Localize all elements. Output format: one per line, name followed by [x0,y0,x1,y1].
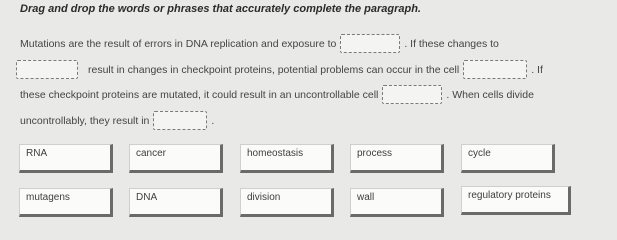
drop-zone-3[interactable] [463,60,527,79]
word-tile-cancer[interactable]: cancer [129,144,223,173]
paragraph-text: . If [531,63,543,76]
word-tile-mutagens[interactable]: mutagens [19,188,113,217]
word-tile-cycle[interactable]: cycle [461,144,555,173]
drop-zone-2[interactable] [16,60,78,79]
drop-zone-1[interactable] [340,34,400,53]
word-tile-regulatory-proteins[interactable]: regulatory proteins [461,186,571,215]
paragraph-text: result in changes in checkpoint proteins, potential problems can occur in the cell [88,63,460,76]
drop-zone-5[interactable] [153,111,207,130]
paragraph-text: . When cells divide [446,88,534,101]
paragraph-line-1 [20,34,499,53]
drop-zone-4[interactable] [382,85,442,104]
question-instruction: Drag and drop the words or phrases that accurately complete the paragraph. [20,3,421,15]
paragraph-line-4 [20,111,214,130]
paragraph-line-3 [20,85,534,104]
paragraph-text: uncontrollably, they result in [20,114,150,127]
paragraph-text: . [211,114,215,127]
word-tile-rna[interactable]: RNA [19,144,113,173]
word-tile-division[interactable]: division [240,188,334,217]
paragraph-line-2 [16,60,543,79]
word-tile-process[interactable]: process [350,144,444,173]
word-tile-dna[interactable]: DNA [129,188,223,217]
paragraph-text: . If these changes to [404,37,499,50]
paragraph-text: Mutations are the result of errors in DNA replication and exposure to [20,37,337,50]
word-tile-wall[interactable]: wall [350,188,444,217]
word-tile-homeostasis[interactable]: homeostasis [240,144,334,173]
paragraph-text: these checkpoint proteins are mutated, it could result in an uncontrollable cell [20,88,379,101]
